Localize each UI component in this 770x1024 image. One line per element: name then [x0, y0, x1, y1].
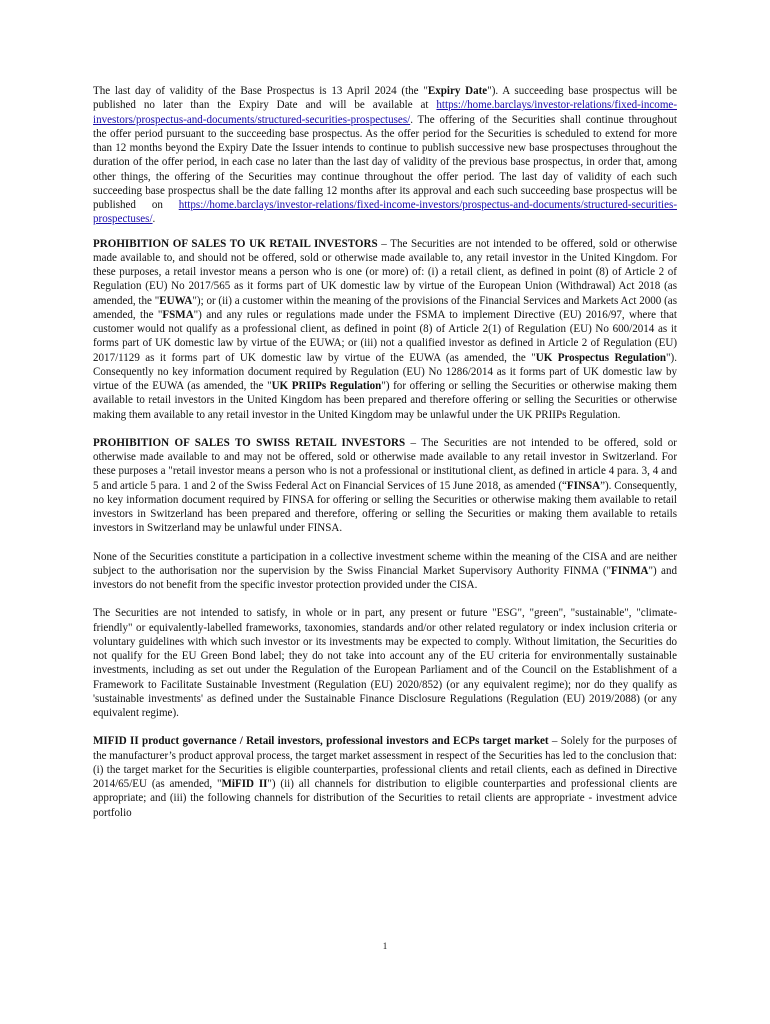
- text-span: – Solely for the purposes of the manufacturer’s product approval process, the target market assessment in respect of the Securities has led to the conclusion that: (i) the target market for the Securities is eligible counterparties, professional clients and retail clients, each as defined in Directive 2014/65/EU (as amended, ": [93, 735, 677, 790]
- text-span: ”). Consequently, no key information document required by FINSA for offering or selling the Securities or otherwise making them available to retail investors in Switzerland has been prepared and therefore, offering or selling the Securities or making them available to retails investors in Switzerland may be unlawful under FINSA.: [93, 479, 677, 535]
- section-heading: MIFID II product governance / Retail investors, professional investors and ECPs target market: [93, 735, 549, 748]
- text-span: "). A succeeding base prospectus will be published no later than the Expiry Date and will be available at: [93, 85, 677, 112]
- section-heading: PROHIBITION OF SALES TO UK RETAIL INVESTORS: [93, 237, 378, 250]
- prospectus-link-2[interactable]: https://home.barclays/investor-relations/fixed-income-investors/prospectus-and-documents/structured-securities-prospectuses/: [93, 199, 677, 226]
- defined-term: EUWA: [159, 294, 193, 307]
- text-span: – The Securities are not intended to be offered, sold or otherwise made available to, and should not be offered, sold or otherwise made available to, any retail investor in the United Kingdom. For these purposes, a retail investor means a person who is one (or more) of: (i) a retail client, as defined in point (8) of Article 2 of Regulation (EU) No 2017/565 as it forms part of UK domestic law by virtue of the European Union (Withdrawal) Act 2018 (as amended, the ": [93, 237, 677, 307]
- section-heading: PROHIBITION OF SALES TO SWISS RETAIL INVESTORS: [93, 436, 406, 449]
- defined-term: UK PRIIPs Regulation: [271, 380, 382, 392]
- text-span: The last day of validity of the Base Prospectus is 13 April 2024 (the ": [93, 85, 428, 97]
- defined-term: FINMA: [611, 564, 649, 577]
- text-span: "). Consequently no key information document required by Regulation (EU) No 1286/2014 as it forms part of UK domestic law by virtue of the EUWA (as amended, the ": [93, 351, 677, 392]
- defined-term: FSMA: [162, 308, 194, 321]
- text-span: ") (ii) all channels for distribution to eligible counterparties and professional clients are appropriate; and (iii) the following channels for distribution of the Securities to retail clients are appropriate - investment advice portfolio: [93, 778, 677, 819]
- swiss-retail-prohibition-paragraph: [93, 436, 677, 536]
- mifid-paragraph: [93, 734, 677, 820]
- defined-term: UK Prospectus Regulation: [535, 351, 667, 364]
- defined-term: FINSA: [566, 479, 601, 492]
- text-span: None of the Securities constitute a participation in a collective investment scheme within the meaning of the CISA and are neither subject to the authorisation nor the supervision by the Swiss Financial Market Supervisory Authority FINMA (": [93, 550, 677, 577]
- defined-term: Expiry Date: [427, 85, 488, 97]
- text-span: ") for offering or selling the Securities or otherwise making them available to retail investors in the United Kingdom has been prepared and therefore offering or selling the Securities or otherwise making them available to any retail investor in the United Kingdom may be unlawful under the UK PRIIPs Regulation.: [93, 380, 677, 421]
- text-span: .: [152, 213, 156, 226]
- text-span: ") and investors do not benefit from the specific investor protection provided under the CISA.: [93, 564, 677, 591]
- text-span: – The Securities are not intended to be offered, sold or otherwise made available to and may not be offered, sold or otherwise made available to any retail investor in Switzerland. For these purposes a "retail investor means a person who is not a professional or institutional client, as defined in article 4 para. 3, 4 and 5 and article 5 para. 1 and 2 of the Swiss Federal Act on Financial Services of 15 June 2018, as amended (“: [93, 436, 677, 492]
- expiry-date-paragraph: [93, 84, 677, 227]
- text-span: . The offering of the Securities shall continue throughout the offer period pursuant to the succeeding base prospectus. As the offer period for the Securities is scheduled to extend for more than 12 months beyond the Expiry Date the Issuer intends to continue to publish successive new base prospectuses throughout the duration of the offer period, in each case no later than the last day of validity of the previous base prospectus, in order that, among other things, the offering of the Securities may continue throughout the offer period. The last day of validity of each such succeeding base prospectus shall be the date falling 12 months after its approval and each such succeeding base prospectus will be published on: [93, 113, 677, 211]
- esg-paragraph: [93, 606, 677, 720]
- prospectus-link[interactable]: https://home.barclays/investor-relations/fixed-income-investors/prospectus-and-documents/structured-securities-prospectuses/: [93, 99, 677, 126]
- text-span: The Securities are not intended to satisfy, in whole or in part, any present or future "ESG", "green", "sustainable", "climate-friendly" or equivalently-labelled frameworks, taxonomies, standards and/or other related regulatory or index inclusion criteria or voluntary guidelines with which such investor or its investments may be expected to comply. Without limitation, the Securities do not qualify for the EU Green Bond label; they do not take into account any of the EU criteria for environmentally sustainable investments, including as set out under the Regulation of the European Parliament and of the Council on the Establishment of a Framework to Facilitate Sustainable Investment (Regulation (EU) 2020/852) (or any equivalent regime); nor do they qualify as 'sustainable investments' as defined under the Sustainable Finance Disclosure Regulations (Regulation (EU) 2019/2088) (or any equivalent regime).: [93, 607, 677, 719]
- page-number: 1: [382, 941, 388, 951]
- text-span: ") and any rules or regulations made under the FSMA to implement Directive (EU) 2016/97, where that customer would not qualify as a professional client, as defined in point (8) of Article 2(1) of Regulation (EU) No 600/2014 as it forms part of UK domestic law by virtue of the EUWA; or (iii) not a qualified investor as defined in Article 2 of Regulation (EU) 2017/1129 as it forms part of UK domestic law by virtue of the EUWA (as amended, the ": [93, 308, 677, 364]
- cisa-paragraph: [93, 550, 677, 593]
- uk-retail-prohibition-paragraph: [93, 237, 677, 422]
- defined-term: MiFID II: [221, 778, 268, 790]
- text-span: "); or (ii) a customer within the meaning of the provisions of the Financial Services and Markets Act 2000 (as amended, the ": [93, 294, 677, 321]
